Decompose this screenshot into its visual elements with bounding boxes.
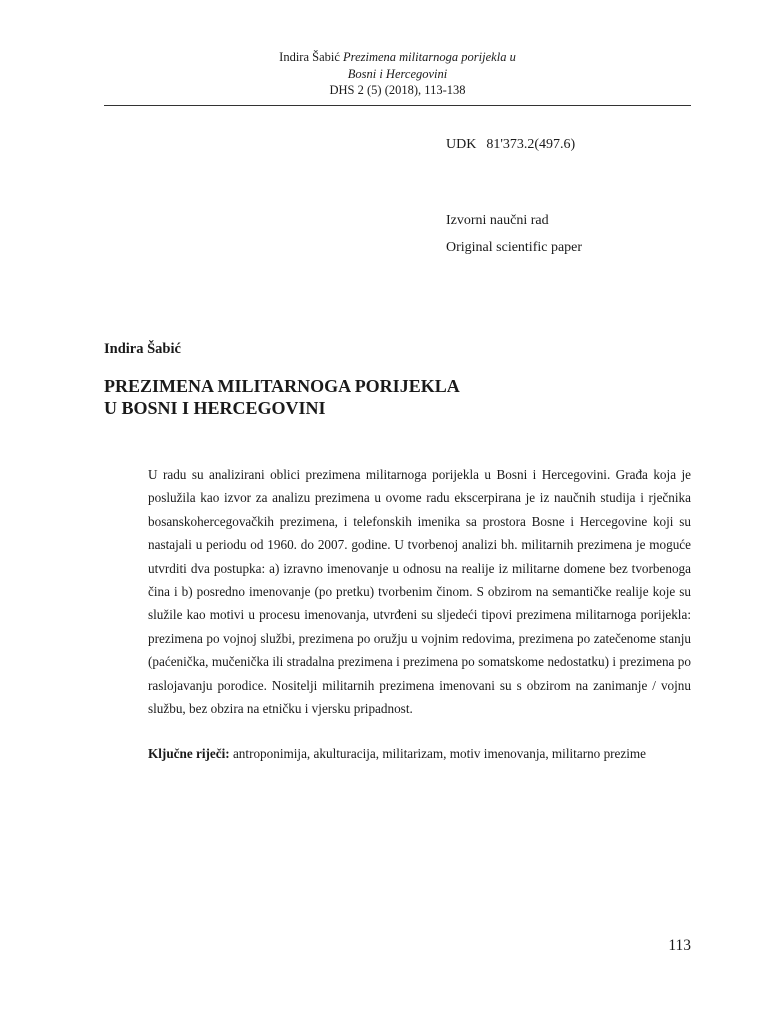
udk-line [446,137,575,153]
header-citation: DHS 2 (5) (2018), 113-138 [329,83,466,97]
header-author: Indira Šabić [279,50,340,64]
header-title-part1: Prezimena militarnoga porijekla u [343,50,516,64]
udk-label: UDK [446,137,477,152]
keywords-label: Ključne riječi: [148,746,230,761]
udk-value: 81'373.2(497.6) [486,137,576,152]
abstract: U radu su analizirani oblici prezimena militarnoga porijekla u Bosni i Hercegovini. Građa koja je poslužila kao izvor za analizu prezimena u ovome radu ekscerpirana je iz naučnih studija i rječnika bosanskohercegovačkih prezimena, i telefonskih imenika sa prostora Bosne i Hercegovine koji su nastajali u periodu od 1960. do 2007. godine. U tvorbenoj analizi bh. militarnih prezimena je moguće utvrditi dva postupka: a) izravno imenovanje u odnosu na realije iz militarne domene bez tvorbenoga čina i b) posredno imenovanje (po pretku) tvorbenim činom. S obzirom na semantičke realije koje su služile kao motivi u procesu imenovanja, utvrđeni su sljedeći tipovi prezimena militarnoga porijekla: prezimena po vojnoj službi, prezimena po oružju u vojnim redovima, prezimena po zatečenome stanju (paćenička, mučenička ili stradalna prezimena i prezimena po somatskome nedostatku) i prezimena po raslojavanju porodice. Nositelji militarnih prezimena imenovani su s obzirom na zanimanje / vojnu službu, bez obzira na etničku i vjersku pripadnost. [148,467,691,717]
article-title [104,375,460,419]
title-line-1: PREZIMENA MILITARNOGA PORIJEKLA [104,376,460,396]
header-title-part2: Bosni i Hercegovini [347,66,448,81]
paper-type-en: Original scientific paper [446,240,583,255]
paper-type-bs: Izvorni naučni rad [446,213,549,228]
page-number: 113 [668,937,691,954]
running-header [104,49,691,99]
article-author: Indira Šabić [104,341,181,357]
keywords-text: antroponimija, akulturacija, militarizam, motiv imenovanja, militarno prezime [232,746,647,761]
title-line-2: U BOSNI I HERCEGOVINI [104,398,326,418]
keywords [148,746,646,762]
header-line-1 [104,49,691,66]
header-rule [104,105,691,106]
